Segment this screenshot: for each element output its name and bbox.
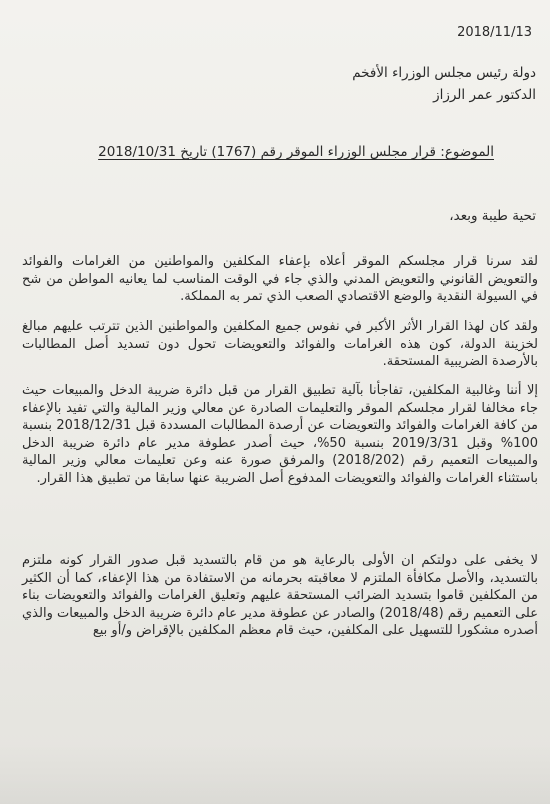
- paragraph-1: لقد سرنا قرار مجلسكم الموقر أعلاه بإعفاء المكلفين والمواطنين من الغرامات والفوائد والتعويض القانوني والتعويض المدني والذي جاء في الوقت المناسب لما يعانيه المواطن من شح في السيولة النقدية والوضع الاقتصادي الصعب الذي تمر به المملكة.: [22, 254, 538, 305]
- recipient-block: [236, 62, 536, 106]
- letter-date: 2018/11/13: [457, 25, 532, 40]
- page-shadow: [0, 744, 550, 804]
- recipient-title: دولة رئيس مجلس الوزراء الأفخم: [352, 65, 536, 81]
- letter-greeting: تحية طيبة وبعد،: [449, 208, 536, 224]
- paragraph-3: إلا أننا وغالبية المكلفين، تفاجأنا بآلية تطبيق القرار من قبل دائرة ضريبة الدخل والمبيعات حيث جاء مخالفا لقرار مجلسكم الموقر والتعليمات الصادرة عن معالي وزير المالية والتي تفيد بالإعفاء من كافة الغرامات والفوائد والتعويضات عن أرصدة المطالبات المسددة قبل 2018/12/31 بنسبة 100% وقبل 2019/3/31 بنسبة 50%، حيث أصدر عطوفة مدير عام دائرة ضريبة الدخل والمبيعات التعميم رقم (2018/202) والمرفق صورة عنه وعن تعليمات معالي وزير المالية باستثناء الغرامات والفوائد والتعويضات المدفوع أصل الضريبة عنها سابقا من تطبيق هذا القرار.: [22, 383, 538, 486]
- paragraph-4: لا يخفى على دولتكم ان الأولى بالرعاية هو من قام بالتسديد قبل صدور القرار كونه ملتزم بالتسديد، والأصل مكافأة الملتزم لا معاقبته بحرمانه من الاستفادة من هذا الإعفاء، كما أن الكثير من المكلفين قاموا بتسديد الضرائب المستحقة عليهم وتعليق الغرامات والفوائد والتعويضات بناء على التعميم رقم (2018/48) والصادر عن عطوفة مدير عام دائرة ضريبة الدخل والمبيعات والذي أصدره مشكورا للتسهيل على المكلفين، حيث قام معظم المكلفين بالإقراض و/أو بيع: [22, 553, 538, 639]
- letter-subject: الموضوع: قرار مجلس الوزراء الموقر رقم (1767) تاريخ 2018/10/31: [98, 144, 494, 160]
- paragraph-2: ولقد كان لهذا القرار الأثر الأكبر في نفوس جميع المكلفين والمواطنين الذين تترتب عليهم مبالغ لخزينة الدولة، كون هذه الغرامات والفوائد والتعويضات تحول دون تسديد أصل المطالبات بالأرصدة الضريبية المستحقة.: [22, 319, 538, 370]
- recipient-name: الدكتور عمر الرزاز: [433, 87, 536, 103]
